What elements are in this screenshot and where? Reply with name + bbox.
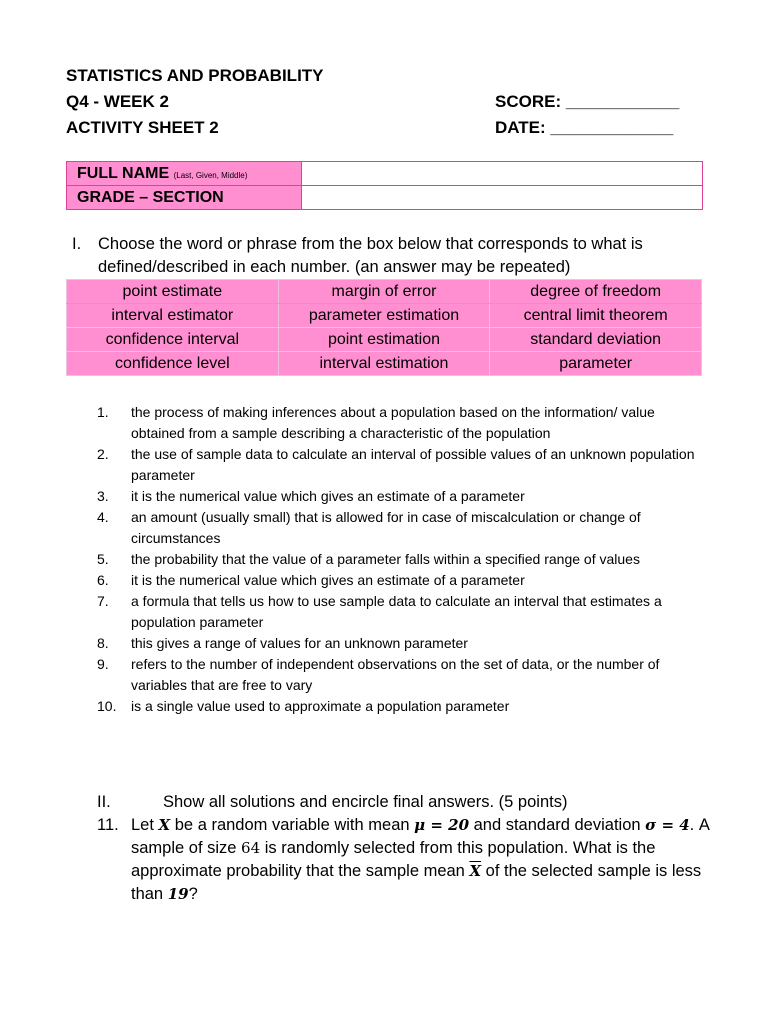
list-item	[97, 696, 707, 717]
student-info-table	[66, 161, 703, 210]
q-xbar: $\overline{X}$	[469, 862, 482, 880]
quarter-week: Q4 - WEEK 2	[66, 92, 169, 111]
word-box-cell: margin of error	[278, 280, 490, 304]
item-number: 9.	[97, 656, 109, 672]
item-text: the process of making inferences about a population based on the information/ value obtained from a sample describing a characteristic of the population	[131, 404, 655, 441]
question-11	[97, 814, 717, 906]
word-box-cell: confidence level	[67, 352, 279, 376]
full-name-text: FULL NAME	[77, 164, 170, 182]
question-number: 11.	[97, 816, 119, 834]
date-field: DATE: _____________	[495, 118, 674, 137]
item-text: a formula that tells us how to use sample data to calculate an interval that estimates a population parameter	[131, 593, 662, 630]
word-box-cell: point estimation	[278, 328, 490, 352]
item-number: 2.	[97, 446, 109, 462]
item-number: 5.	[97, 551, 109, 567]
q-var-x: X	[158, 816, 171, 834]
sheet-title: ACTIVITY SHEET 2	[66, 118, 219, 137]
full-name-hint: (Last, Given, Middle)	[173, 170, 248, 180]
header-right	[495, 89, 679, 141]
item-text: it is the numerical value which gives an estimate of a parameter	[131, 572, 525, 588]
grade-section-row	[67, 186, 703, 210]
full-name-label	[67, 162, 302, 186]
word-box-table	[66, 279, 702, 376]
item-number: 8.	[97, 635, 109, 651]
word-box-cell: point estimate	[67, 280, 279, 304]
word-box-cell: confidence interval	[67, 328, 279, 352]
item-number: 7.	[97, 593, 109, 609]
definition-items-list	[97, 402, 707, 717]
list-item	[97, 654, 707, 696]
item-text: is a single value used to approximate a population parameter	[131, 698, 510, 714]
score-field: SCORE: ____________	[495, 92, 680, 111]
word-box-cell: degree of freedom	[490, 280, 702, 304]
list-item	[97, 444, 707, 486]
section1-text: Choose the word or phrase from the box below that corresponds to what is defined/described in each number. (an answer may be repeated)	[98, 235, 643, 276]
word-box-row	[67, 304, 702, 328]
item-number: 1.	[97, 404, 109, 420]
section2-instruction	[97, 791, 717, 814]
item-number: 3.	[97, 488, 109, 504]
list-item	[97, 486, 707, 507]
item-text: the probability that the value of a parameter falls within a specified range of values	[131, 551, 640, 567]
word-box-cell: central limit theorem	[490, 304, 702, 328]
item-text: it is the numerical value which gives an estimate of a parameter	[131, 488, 525, 504]
item-text: an amount (usually small) that is allowed for in case of miscalculation or change of circumstances	[131, 509, 641, 546]
item-text: this gives a range of values for an unknown parameter	[131, 635, 468, 651]
section1-instruction	[72, 233, 712, 279]
header-left	[66, 63, 324, 141]
item-number: 10.	[97, 698, 117, 714]
grade-section-input[interactable]	[302, 186, 703, 210]
list-item	[97, 549, 707, 570]
q-text-1: Let	[131, 816, 159, 834]
word-box-cell: interval estimation	[278, 352, 490, 376]
item-text: refers to the number of independent observations on the set of data, or the number of variables that are free to vary	[131, 656, 660, 693]
q-text-3: and standard deviation	[469, 816, 646, 834]
q-val: 19	[167, 885, 189, 903]
section2	[97, 791, 717, 906]
section2-number: II.	[97, 793, 111, 811]
q-mu: μ = 20	[414, 816, 470, 834]
word-box-cell: interval estimator	[67, 304, 279, 328]
q-text-5: is randomly selected from this population. What is the approximate probability that the sample mean	[131, 839, 656, 880]
item-number: 6.	[97, 572, 109, 588]
word-box-row	[67, 352, 702, 376]
question-text	[131, 814, 717, 906]
list-item	[97, 633, 707, 654]
item-number: 4.	[97, 509, 109, 525]
section2-text: Show all solutions and encircle final answers. (5 points)	[163, 793, 568, 811]
q-n: 64	[241, 839, 261, 857]
list-item	[97, 570, 707, 591]
word-box-row	[67, 328, 702, 352]
grade-section-label: GRADE – SECTION	[67, 186, 302, 210]
list-item	[97, 507, 707, 549]
q-text-2: be a random variable with mean	[170, 816, 415, 834]
subject-title: STATISTICS AND PROBABILITY	[66, 66, 324, 85]
section1-number: I.	[72, 235, 82, 253]
q-text-4: . A sample of size	[131, 816, 709, 857]
q-text-6: of the selected sample is less than	[131, 862, 702, 903]
word-box-cell: standard deviation	[490, 328, 702, 352]
q-text-7: ?	[188, 885, 198, 903]
word-box-row	[67, 280, 702, 304]
q-sigma: σ = 4	[645, 816, 690, 834]
list-item	[97, 591, 707, 633]
full-name-row	[67, 162, 703, 186]
word-box-cell: parameter	[490, 352, 702, 376]
full-name-input[interactable]	[302, 162, 703, 186]
word-box-cell: parameter estimation	[278, 304, 490, 328]
list-item	[97, 402, 707, 444]
item-text: the use of sample data to calculate an interval of possible values of an unknown population parameter	[131, 446, 695, 483]
